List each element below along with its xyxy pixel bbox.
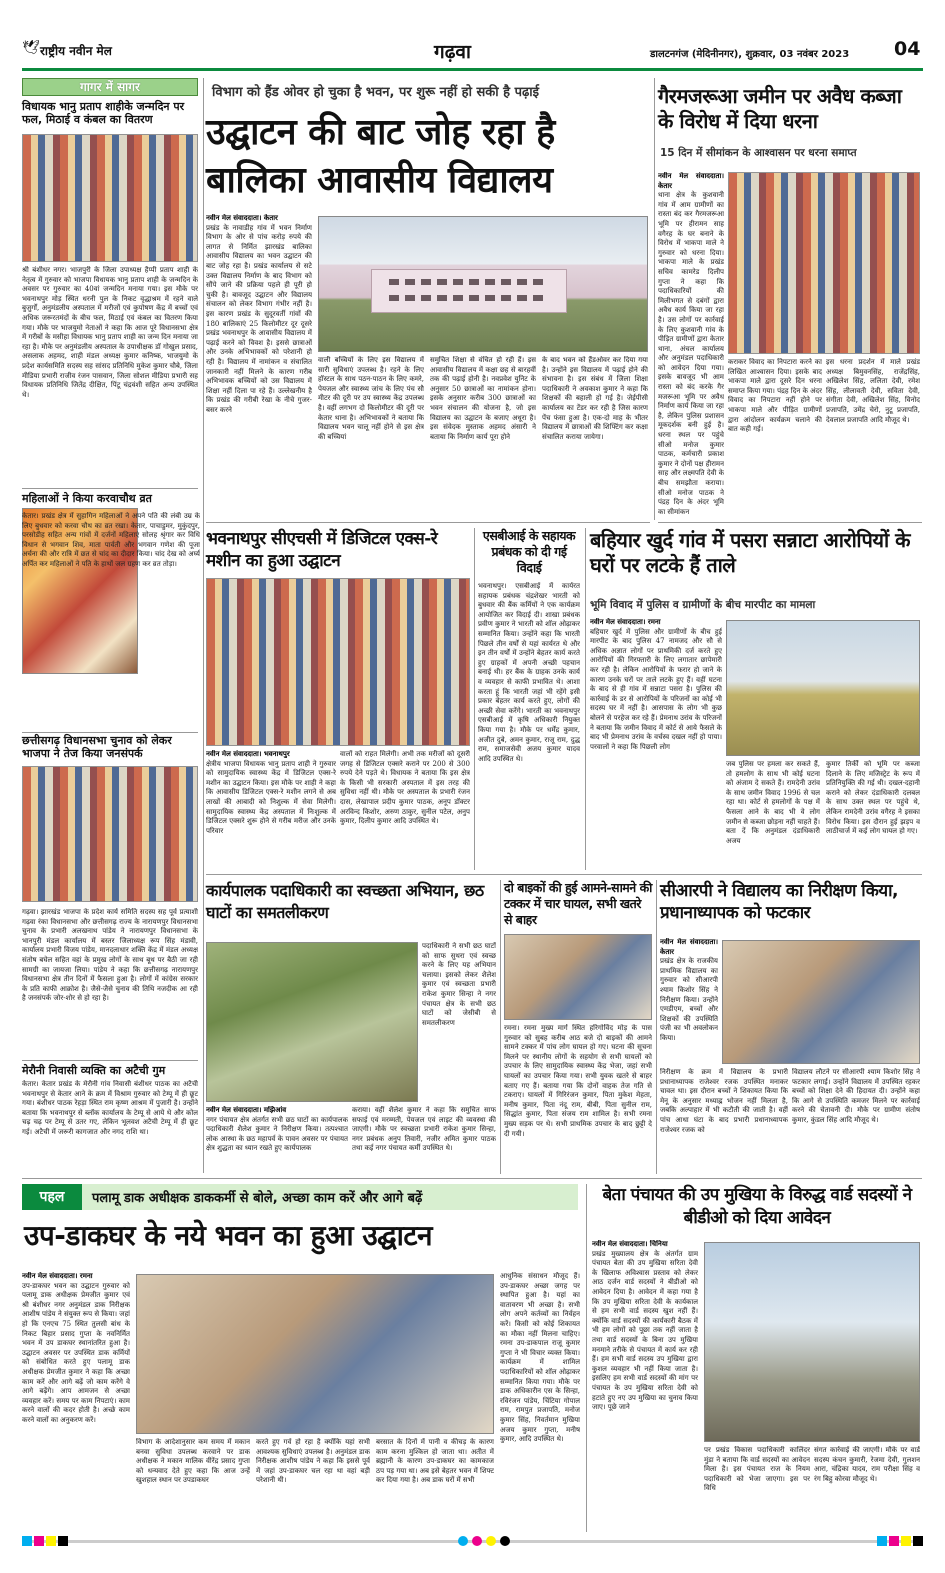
cxr-photo: [206, 578, 470, 746]
crpf-byline: नवीन मेल संवाददाता। केतार: [660, 938, 718, 956]
crpf-photo: [722, 940, 920, 1064]
chhath-byline: नवीन मेल संवाददाता। मझिआंव: [206, 1106, 287, 1114]
bike-headline: दो बाइकों की हुई आमने-सामने की टक्कर में चार घायल, सभी खतरे से बाहर: [504, 880, 652, 927]
left-story1-body: श्री बंशीधर नगर। भाजपुरी के जिला उपाध्यक्ष हैप्पी प्रताप शाही के नेतृत्व में गुरुवार को भाजपा विधायक भानु प्रताप शाही के जन्मदिन के अवसर पर गुरुवार का 40वां जन्मदिन मनाया गया। इस मौके पर भवनाथपुर मोड़ स्थित धरनी पुल के निकट वृद्धाश्रम में रहने वाले बुजुर्गों, अनुमंडलीय अस्पताल में मरीजों एवं कुपोषण केंद्र में बच्चों एवं अधिक जरूरतमंदों के बीच फल, मिठाई एवं कंबल का वितरण किया गया। मौके पर भाजयुमो नेताओं ने कहा कि आज पूरे विधानसभा क्षेत्र में गरीबों के मसीहा विधायक भानु प्रताप शाही का जन्म दिन मनाया जा रहा है। मौके पर अनुमंडलीय अस्पताल के उपाधीक्षक डॉ गोखुल प्रसाद, असलाक अहमद, शाही मंडल अध्यक्ष कुमार कनिष्क, भाजयुमो के प्रदेश कार्यसमिति सदस्य सह सांसद प्रतिनिधि मुकेश कुमार चौबे, जिला मीडिया प्रभारी राजीव रंजन पासवान, जिला सोशल मीडिया प्रभारी सह विधायक प्रतिनिधि जितेंद्र दीक्षित, पिंटू चंद्रवंशी सहित अन्य उपस्थित थे।: [22, 266, 198, 399]
page-number: 04: [894, 38, 921, 60]
post-col3: करते हुए गर्व हो रहा है क्योंकि यहां सभी आवश्यक सुविधाएं उपलब्ध है। अनुमंडल डाक निरीक्षक आशीष पांडेय ने कहा कि इससे पूर्व में जहां उप-डाकघर चल रहा था वहां बड़ी परेशानी थी।: [256, 1438, 370, 1485]
right-top-photo: [728, 172, 920, 354]
lead-photo: [318, 216, 648, 352]
chhath-headline: कार्यपालक पदाधिकारी का स्वच्छता अभियान, छठ घाटों का समतलीकरण: [206, 881, 484, 922]
masthead-rule: [22, 68, 923, 71]
post-col5: आधुनिक संसाधन मौजूद हैं। उप-डाकघर अच्छा जगह पर स्थापित हुआ है। यहां का वातावरण भी अच्छा है। सभी लोग अपने कर्तव्यों का निर्वहन करें। किसी को कोई शिकायत का मौका नहीं मिलना चाहिए। रमना उप-डाकपाल राजू कुमार गुप्ता ने भी विचार व्यक्त किया। कार्यक्रम में शामिल पदाधिकारियों को शॉल ओढ़ाकर सम्मानित किया गया। मौके पर डाक अधिकारीन एस के सिन्हा, रविरंजन पांडेय, चिंटिया गोपाल राम, रामपुत प्रजापति, मनोज कुमार सिंह, निवर्तमान मुखिया अजय कुमार गुप्ता, मनीष कुमार, आदि उपस्थित थे।: [500, 1272, 580, 1444]
left-story4-body: केतार। केतार प्रखंड के मेरौनी गांव निवासी बंशीधर पाठक का अटैची भवनाथपुर से केतार आने के क्रम में विश्राम गुरुवार को टेम्पू में ही छूट गया। बंशीधर पाठक रेहड़ा स्थित राम कृष्ण आश्रम में पुजारी है। उन्होंने बताया कि भवनाथपुर से ब्लॉक कार्यालय के टेम्पू से आये थे और कोल चढ़ चढ़ पर टेम्पू से उतर गए, लेकिन भूलवश अटैची टेम्पू में ही छूट गई। अटैची में जरूरी कागजात और नगद राशि था।: [22, 1080, 198, 1136]
chhath-side: पदाधिकारी ने सभी छठ घाटों को साफ सुथरा एवं स्वच्छ करने के लिए यह अभियान चलाया। इसको लेकर शैलेश कुमार एवं स्वच्छता प्रभारी राकेश कुमार सिन्हा ने नगर पंचायत क्षेत्र के सभी छठ घाटों को जेसीबी से समतलीकरण: [422, 942, 496, 1027]
left-banner: [22, 78, 198, 96]
bird-logo-icon: 🕊: [22, 40, 40, 56]
cxr-headline: भवनाथपुर सीएचसी में डिजिटल एक्स-रे मशीन का हुआ उद्घाटन: [206, 529, 438, 571]
bahiyar-col3: कुमार तिर्की को भूमि पर कब्जा दिलाने के लिए मजिस्ट्रेट के रूप में प्रतिनियुक्ति की गई थी। दखल-दहानी कराने को लेकर दंडाधिकारी दलबल के साथ उक्त स्थल पर पहुंचे थे, लेकिन रामदेनी उरांव वगैरह ने इसका विरोध किया। इस दौरान हुई झड़प व लाठीचार्ज में कई लोग घायल हो गए।: [826, 760, 920, 836]
sbi-body: भवनाथपुर। एसबीआई में कार्यरत सहायक प्रबंधक चंद्रशेखर भारती को बुधवार की बैंक कर्मियों ने एक कार्यक्रम आयोजित कर विदाई दी। शाखा प्रबंधक प्रवीण कुमार ने भारती को शॉल ओढ़ाकर सम्मानित किया। उन्होंने कहा कि भारती पिछले तीन वर्षों से यहां कार्यरत थे और इन तीन वर्षों में उन्होंने बेहतर कार्य करते हुए ग्राहकों में अपनी अच्छी पहचान बनाई थी। हर बैंक के ग्राहक उनके कार्य व व्यवहार से काफी प्रभावित थे। आशा करता हूं कि भारती जहां भी रहेंगे इसी प्रकार बेहतर कार्य करते हुए, लोगों की अच्छी सेवा करेंगे। भारती का भवनाथपुर एसबीआई में कृषि अधिकारी नियुक्त किया गया है। मौके पर धर्मेंद्र कुमार, अजीत दुबे, अमन कुमार, राजू राम, दुद्ध राम, समाजसेवी अजय कुमार यादव आदि उपस्थित थे।: [478, 582, 580, 763]
post-byline: नवीन मेल संवाददाता। रमना: [22, 1272, 93, 1280]
lead-headline-line2: बालिका आवासीय विद्यालय: [206, 160, 553, 201]
lead-col1: [206, 214, 312, 520]
beta-byline: नवीन मेल संवाददाता। चिनिया: [592, 1240, 668, 1248]
left-story1-headline: विधायक भानु प्रताप शाहीके जन्मदिन पर फल, मिठाई व कंबल का वितरण: [22, 100, 185, 126]
left-banner-label: गागर में सागर: [80, 80, 140, 94]
bike-body: रमना। रमना मुख्य मार्ग स्थित हरिगोविंद मोड़ के पास गुरुवार को सुबह करीब आठ बजे दो बाइकों की आमने सामने टक्कर में पांच लोग घायल हो गए। घटना की सूचना मिलने पर स्थानीय लोगों के सहयोग से सभी घायलों को उपचार के लिए सामुदायिक स्वास्थ्य केंद्र भेजा, जहां सभी घायलों का उपचार किया गया। सभी युवक खतरे से बाहर बताए गए हैं। बताया गया कि दोनों वाहक तेज गति से टकराए। घायलों में गिरिरंजन कुमार, पिता मुकेश मेहता, मनीष कुमार, पिता नंदू राम, बीबी, पिता सुनील राम, सिद्धांत कुमार, पिता संजय राम शामिल है। सभी रमना मुख्य सड़क पर थे। सभी प्राथमिक उपचार के बाद छुट्टी दे दी गयी।: [504, 1024, 652, 1138]
chhath-col1: [206, 1106, 348, 1174]
post-photo: [136, 1274, 494, 1434]
right-top-lead: [658, 172, 724, 520]
post-col2: विभाग के आदेशानुसार कम समय में मकान बनवा सुविधा उपलब्ध करवाने पर डाक अधीक्षक ने मकान मालिक वीरेंद्र प्रसाद गुप्ता को धन्यवाद देते हुए कहा कि आज उन्हें खुशहाल स्थान पर उपडाकघर: [136, 1438, 250, 1485]
post-kicker-bar: [22, 1184, 578, 1210]
beta-body-text: प्रखंड मुख्यालय क्षेत्र के अंतर्गत ग्राम पंचायत बेता की उप मुखिया सरिता देवी के खिलाफ अविश्वास प्रस्ताव को लेकर आठ दर्जन वार्ड सदस्यों ने बीडीओ को आवेदन दिया है। आवेदन में कहा गया है कि उप मुखिया सरिता देवी के कार्यकाल से हम सभी वार्ड सदस्य खुश नहीं हैं। क्योंकि वार्ड सदस्यों की कार्यकारी बैठक में भी हम लोगों को पूछा तक नहीं जाता है तथा वार्ड सदस्यों के बिना उप मुखिया मनमाने तरीके से पंचायत में कार्य कर रही हैं। हम सभी वार्ड सदस्य उप मुखिया द्वारा कुशल व्यवहार भी नहीं किया जाता है। इसलिए हम सभी वार्ड सदस्यों की मांग पर पंचायत के उप मुखिया सरिता देवी को हटाते हुए नए उप मुखिया का चुनाव किया जाए। पूछे जाने: [592, 1249, 698, 1412]
right-top-cont1: कराकर विवाद का निपटारा करने का लिखित आश्वासन दिया। इसके बाद भाकपा माले द्वारा दूसरे दिन धरना समाप्त किया गया। पंद्रह दिन के अंदर विवाद का निपटारा नहीं होने पर भाकपा माले और पीड़ित ग्रामीणों द्वारा आंदोलन कार्यक्रम चलाने की बात कही गई।: [728, 358, 822, 434]
sbi-headline: एसबीआई के सहायक प्रबंधक को दी गई विदाई: [482, 528, 576, 575]
lead-byline: नवीन मेल संवाददाता। केतार: [206, 214, 278, 222]
chhath-col2: कराया। वहीं शैलेश कुमार ने कहा कि समुचित साफ सफाई एवं मरम्मती, पेयजल एवं लाइट की व्यवस्था की जाएगी। मौके पर स्वच्छता प्रभारी राकेश कुमार सिन्हा, नगर प्रबंधक अनुप तिवारी, नजीर अमित कुमार पाठक तथा कई नगर पंचायत कर्मी उपस्थित थे।: [352, 1106, 496, 1153]
bahiyar-byline: नवीन मेल संवाददाता। रमना: [590, 618, 661, 626]
crpf-side: [660, 938, 718, 1064]
chhath-photo: [206, 942, 418, 1102]
left-story4-headline: मेरौनी निवासी व्यक्ति का अटैची गुम: [22, 1064, 166, 1077]
bahiyar-subhead: भूमि विवाद में पुलिस व ग्रामीणों के बीच मारपीट का मामला: [590, 599, 816, 611]
bahiyar-col1: [590, 618, 722, 870]
bahiyar-col2: जब पुलिस पर हमला कर सकते हैं, तो हमलोग के साथ भी कोई घटना को अंजाम दे सकते हैं। रामदेनी उरांव के साथ जमीन विवाद 1996 से चल रहा था। कोर्ट से हमलोगों के पक्ष में फैसला आने के बाद भी वे लोग जमीन से कब्जा छोड़ना नहीं चाहते हैं। बता दें कि अनुमंडल दंडाधिकारी अजय: [726, 760, 820, 845]
cxr-col2: वालों को राहत मिलेगी। अभी तक मरीजों को दूसरी जगह से डिजिटल एक्सरे कराने पर 200 से 300 रुपये देने पड़ते थे। विधायक ने बताया कि इस क्षेत्र के किसी भी सरकारी अस्पताल में इस तरह की सुविधा नहीं थी। मौके पर अस्पताल के प्रभारी रंजन दास, लेखापाल प्रदीप कुमार पाठक, अनूप डॉक्टर अरविन्द किशोर, अरुण ठाकुर, सुनील पटेल, अनुप कुमार, दिलीप कुमार आदि उपस्थित थे।: [340, 750, 470, 826]
left-story3-photo: [22, 766, 198, 902]
cxr-byline: नवीन मेल संवाददाता। भवनाथपुर: [206, 750, 290, 758]
bahiyar-headline: बहियार खुर्द गांव में पसरा सन्नाटा आरोपियों के घरों पर लटके हैं ताले: [590, 528, 910, 577]
lead-headline-line1: उद्घाटन की बाट जोह रहा है: [206, 112, 555, 153]
beta-body: [592, 1240, 698, 1530]
left-story3-body: गढ़वा। झारखंड भाजपा के प्रदेश कार्य समिति सदस्य सह पूर्व प्रत्याशी गढ़वा रंका विधानसभा और छत्तीसगढ़ राज्य के नारायणपुर विधानसभा चुनाव के प्रभारी अलखनाथ पांडेय ने नारायणपुर विधानसभा के भानपुरी मंडल कार्यालय में बस्तर जिलाध्यक्ष रूप सिंह मंडावी, कार्यालय प्रभारी विजय पांडेय, मानदलाधार शक्ति केंद्र में मंडल अध्यक्ष संतोष बघेल सहित वहां के प्रमुख लोगों के साथ बूथ पर बैठी जा रही सामग्री का जायजा लिया। पांडेय ने कहा कि छत्तीसगढ़ नारायणपुर विधानसभा क्षेत्र तीन दिनों में फैसला हुआ है। लोगों में कांग्रेस सरकार के प्रति काफी आक्रोश है। जैसे-जैसे चुनाव की तिथि नजदीक आ रही है जनसंपर्क जोर-शोर से हो रहा है।: [22, 908, 198, 1003]
bike-photo: [504, 934, 652, 1020]
right-top-byline: नवीन मेल संवाददाता। केतार: [658, 172, 724, 190]
lead-kicker: विभाग को हैंड ओवर हो चुका है भवन, पर शुरू नहीं हो सकी है पढ़ाई: [212, 85, 540, 100]
beta-headline: बेता पंचायत की उप मुखिया के विरुद्ध वार्ड सदस्यों ने बीडीओ को दिया आवेदन: [602, 1185, 912, 1228]
beta-col2: पर प्रखंड विकास पदाधिकारी कालिंदर मुंडा ने बताया कि वार्ड सदस्यों का आवेदन मिला है। इस पंचायत राज के नियम पदाधिकारी को भेजा जाएगा। इस पर विधि: [704, 1446, 810, 1493]
bahiyar-photo: [726, 620, 920, 756]
right-top-lead-text: थाना क्षेत्र के कुशवानी गांव में आम ग्रामीणों का रास्ता बंद कर गैरमजरूआ भूमि पर हीरामन साह वगैरह के घर बनाने के विरोध में भाकपा माले ने गुरुवार को धरना दिया। भाकपा माले के प्रखंड सचिव कामरेड दिलीप गुप्ता ने कहा कि पदाधिकारियों की मिलीभगत से दबंगों द्वारा अवैध कार्य किया जा रहा है। उस लोगों पर कार्रवाई के लिए कुशवानी गांव के पीड़ित ग्रामीणों द्वारा केतार थाना, अंचल कार्यालय और अनुमंडल पदाधिकारी को आवेदन दिया गया। इसके बावजूद भी आम रास्ता को बंद करके गैर मजरूआ भूमि पर अवैध निर्माण कार्य किया जा रहा है, लेकिन पुलिस प्रशासन मूकदर्शक बनी हुई है। धरना स्थल पर पहुंचे सीओ मनोज कुमार पाठक, कर्मचारी प्रकाश कुमार ने दोनों पक्ष हीरामन साह और लक्ष्मपति देवी के बीच समझौता कराया। सीओ मनोज पाठक ने पंद्रह दिन के अंदर भूमि का सीमांकन: [658, 191, 724, 516]
left-story2-headline: महिलाओं ने किया करवाचौथ व्रत: [22, 492, 152, 505]
section-name: गढ़वा: [434, 41, 471, 63]
post-kicker: पलामू डाक अधीक्षक डाककर्मी से बोले, अच्छा काम करें और आगे बढ़ें: [92, 1191, 423, 1206]
masthead: [22, 36, 923, 68]
dateline: डालटनगंज (मेदिनीनगर), शुक्रवार, 03 नवंबर 2023: [650, 49, 850, 60]
beta-col3: संगत कार्रवाई की जाएगी। मौके पर वार्ड सदस्य कंचन कुमारी, रेजमा देवी, गुलशन आरा, चंद्रिका यादव, राम परीक्षा सिंह व रंग बिहु कोरवा मौजूद थे।: [814, 1446, 920, 1483]
lead-col4: के बाद भवन को हैंडओवर कर दिया गया है। उन्होंने इस विद्यालय में पढ़ाई होने की संभावना है। इस संबंध में जिला शिक्षा पदाधिकारी ने अवकाश कुमार ने कहा कि शिक्षकों की बहाली हो गई है। जेईपीसी कार्यालय का टेंडर कर रही है जिस कारण पेंच फंसा हुआ है। एक-दो माह के भीतर विद्यालय में छात्राओं की शिफ्टिंग कर कक्षा संचालित कराया जायेगा।: [542, 356, 648, 441]
post-headline: उप-डाकघर के नये भवन का हुआ उद्घाटन: [24, 1219, 433, 1252]
left-story2-body: केतार। प्रखंड क्षेत्र में सुहागिन महिलाओं ने अपने पति की लंबी उम्र के लिए बुधवार को करवा चौथ का व्रत रखा। केतार, पाचाडुमर, मुकुंदपुर, परसोडीह सहित अन्य गांवों में दर्जनों महिलाएं सोलह श्रृंगार कर विधि विधान से भगवान शिव, माता पार्वती और भगवान गणेश की पूजा अर्चना की और रात्रि में छत से चांद का दीदार किया। चांद देख को अर्घ्य अर्पित कर महिलाओं ने पति के हाथों जल ग्रहण कर व्रत तोड़ा।: [22, 512, 200, 568]
cxr-col1: [206, 750, 336, 870]
post-tag: पहल: [22, 1184, 82, 1210]
crpf-col1: निरीक्षण के क्रम में विद्यालय के प्रभारी प्रधानाध्यापक राजेश्वर रजक उपस्थित मनाकर चावल था। इस दौरान बच्चों ने शिकायत किया कि मेनू के अनुसार मध्याह्न भोजन नहीं मिलता है, जबकि अल्पाहार में भी कटौती की जाती है। वहीं पांच आधा घंटा के बाद प्रभारी प्रधानाध्यापक राजेश्वर रजक को: [660, 1068, 788, 1134]
color-registration-bar: [22, 1536, 923, 1548]
left-story3-headline: छत्तीसगढ़ विधानसभा चुनाव को लेकर भाजपा ने तेज किया जनसंपर्क: [22, 734, 172, 760]
left-story1-photo: [22, 134, 198, 262]
right-top-cont2: इस धरना प्रदर्शन में माले प्रखंड अध्यक्ष बिमुवनसिंह, राजेंद्रसिंह, अखिलेश सिंह, ललिता देवी, रमेश सिंह, लीलावती देवी, सविता देवी, संगीता देवी, अखिलेश सिंह, विनोद प्रजापति, उमेंद्र चेरो, नुटू प्रजापति, देवलाल प्रजापति आदि मौजूद थे।: [826, 358, 920, 424]
paper-name: राष्ट्रीय नवीन मेल: [40, 44, 112, 58]
right-top-headline: गैरमजरूआ जमीन पर अवैध कब्जा के विरोध में दिया धरना: [658, 84, 902, 133]
cxr-col1-text: क्षेत्रीय भाजपा विधायक भानु प्रताप शाही ने गुरुवार को सामुदायिक स्वास्थ्य केंद्र में डिजिटल एक्स-रे मशीन का उद्घाटन किया। इस मौके पर शाही ने कहा कि आवासीय डिजिटल एक्स-रे मशीन लगने से अब लाखों की आबादी को निशुल्क में सेवा मिलेगी। सामुदायिक स्वास्थ्य केंद्र अस्पताल में निःशुल्क में डिजिटल एक्सरे शुरू होने से गरीब मरीज और उनके परिवार: [206, 759, 336, 835]
lead-col1-text: प्रखंड के नावाडीह गांव में भवन निर्माण विभाग के ओर से पांच करोड़ रुपये की लागत से निर्मित झारखंड बालिका आवासीय विद्यालय का भवन उद्घाटन की बाट जोह रहा है। प्रखंड कार्यालय से सटे उक्त विद्यालय निर्माण के बाद विभाग को सौंपे जाने की प्रक्रिया पहले ही पूरी हो चुकी है। बावजूद उद्घाटन और विद्यालय संचालन को लेकर विभाग गंभीर नहीं है। इस कारण प्रखंड के सुदूरवर्ती गांवों की 180 बालिकाएं 25 किलोमीटर दूर दूसरे प्रखंड भवनाथपुर के आवासीय विद्यालय में पढ़ाई करने को विवश है। इससे छात्राओं और उनके अभिभावकों को परेशानी हो रही है। विद्यालय में नामांकन व संचालित जानकारी नहीं मिलने के कारण गरीब अभिभावक बच्चियों को उस विद्यालय में शिक्षा नहीं दिला पा रहे हैं। उल्लेखनीय है कि प्रखंड की गरीबी रेखा के नीचे गुजर-बसर करने: [206, 223, 312, 414]
crpf-side-text: प्रखंड क्षेत्र के राजकीय प्राथमिक विद्यालय का गुरुवार को सीआरपी श्याम किशोर सिंह ने निरीक्षण किया। उन्होंने एमडीएम, बच्चों और शिक्षकों की उपस्थिति पंजी का भी अवलोकन किया।: [660, 957, 718, 1042]
post-col4: बरसात के दिनों में पानी व कीचड़ के कारण काम करना मुश्किल हो जाता था। अतीत में ब्रह्मानी के कारण उप-डाकघर का कामकाज ठप पड़ गया था। अब इसे बेहतर भवन में शिफ्ट कर दिया गया है। अब डाक घरों में सभी: [376, 1438, 494, 1485]
post-col1: [22, 1272, 130, 1530]
lead-col3: समुचित शिक्षा से वंचित हो रही हैं। इस आवासीय विद्यालय में कक्षा छह से बारहवीं तक की पढ़ाई होनी है। नवप्रवेश युनिट के अनुसार 50 छात्राओं का नामांकन होना। इसके अनुसार करीब 300 छात्राओं का भवन संचालन की योजना है, जो इस विद्यालय का उद्घाटन के बजाए अधूरा है। इस संवेदक मुस्ताक अहमद अंसारी ने बताया कि निर्माण कार्य पूरा होने: [430, 356, 536, 441]
lead-col2: वाली बच्चियों के लिए इस विद्यालय में सारी सुविधाएं उपलब्ध है। रहने के लिए हॉस्टल के साथ पठन-पाठन के लिए कमरे, पेयजल और स्वास्थ्य जांच के लिए पंच सौ मीटर की दूरी पर उप स्वास्थ्य केंद्र उपलब्ध है। वहीं लगभग दो किलोमीटर की दूरी पर केतार थाना है। अभिभावकों ने बताया कि विद्यालय भवन चालू नहीं होने से इस क्षेत्र की बच्चियां: [318, 356, 424, 441]
chhath-col1-text: नगर पंचायत क्षेत्र अंतर्गत सभी छठ घाटों का कार्यपालक पदाधिकारी शैलेश कुमार ने निरीक्षण किया। तत्पश्चात लोक आस्था के छठ महापर्व के पावन अवसर पर पंचायत क्षेत्र शुद्धता का ध्यान रखते हुए कार्यपालक: [206, 1115, 348, 1153]
beta-photo: [704, 1242, 920, 1442]
post-col1-text: उप-डाकघर भवन का उद्घाटन गुरुवार को पलामू डाक अधीक्षक प्रेमजीत कुमार एवं श्री बंशीधर नगर अनुमंडल डाक निरीक्षक आशीष पांडेय ने संयुक्त रूप से किया। जहां हो कि एनएच 75 स्थित तुलसी बांध के निकट बिहार प्रसाद गुप्ता के नवनिर्मित भवन में उप डाकघर स्थानांतरित हुआ है। उद्घाटन अवसर पर उपस्थित डाक कर्मियों को संबोधित करते हुए पलामू डाक अधीक्षक प्रेमजीत कुमार ने कहा कि अच्छा काम करें और आगे बढ़ें जो काम करेंगे वे आगे बढ़ेंगे। आप आमजन से अच्छा व्यवहार करें। समय पर काम निपटाएं। काम करने वालों की कदर होती है। अच्छे काम करने वालों का अनुकरण करें।: [22, 1281, 130, 1424]
right-top-subhead: 15 दिन में सीमांकन के आश्वासन पर धरना समाप्त: [660, 147, 857, 159]
crpf-col2: विद्यालय लौटने पर सीआरपी श्याम किशोर सिंह ने फटकार लगाई। उन्होंने विद्यालय में उपस्थित रहकर बच्चों को शिक्षा देने की हिदायत दी। उन्होंने कहा कि आगे से उपस्थिति कमजर मिलने पर कार्रवाई करने की चेतावनी दी। मौके पर ग्रामीण संतोष कुमार, कुंडल सिंह आदि मौजूद थे।: [792, 1068, 920, 1124]
bahiyar-col1-text: बहियार खुर्द में पुलिस और ग्रामीणों के बीच हुई मारपीट के बाद पुलिस 47 नामजद और सौ से अधिक अज्ञात लोगों पर प्राथमिकी दर्ज करते हुए आरोपियों की गिरफ्तारी के लिए लगातार छापेमारी कर रही है। लेकिन आरोपियों के फरार हो जाने के कारण उनके घरों पर ताले लटके हुए हैं। वहीं घटना के बाद से ही गांव में सन्नाटा पसरा है। पुलिस की कार्रवाई के डर से आरोपियों के परिजनों का कोई भी सदस्य घर में नहीं है। आसपास के लोग भी कुछ बोलने से परहेज कर रहे हैं। प्रेमनाथ उरांव के परिजनों ने बताया कि जमीन विवाद में कोर्ट से आये फैसले के बाद भी प्रेमनाथ उरांव के वर्चस्व दखल नहीं हो पाया। परवालों ने कहा कि पिछली लोग: [590, 627, 722, 751]
crpf-headline: सीआरपी ने विद्यालय का निरीक्षण किया, प्रधानाध्यापक को फटकार: [660, 881, 898, 923]
